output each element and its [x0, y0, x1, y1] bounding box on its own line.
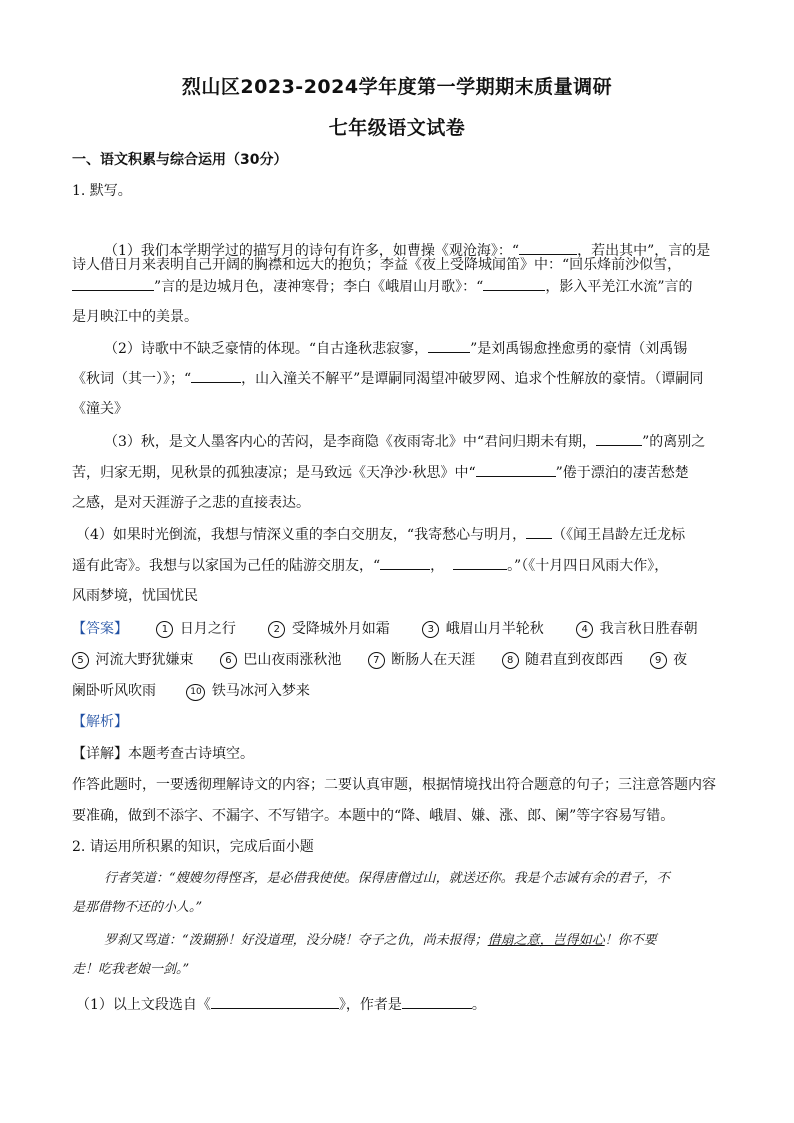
answer-text: 峨眉山月半轮秋: [445, 621, 544, 637]
number-circle: 7: [368, 652, 385, 669]
exam-subtitle: 七年级语文试卷: [328, 117, 466, 139]
q1-part3-line1: [104, 431, 705, 452]
answer-row-2: [72, 650, 697, 670]
q1-part2-line1-text-a: （2）诗歌中不缺乏豪情的体现。“自古逢秋悲寂寥，: [104, 341, 429, 357]
answer-row-1: [72, 619, 708, 639]
number-circle: 9: [650, 652, 667, 669]
answer-item: [502, 650, 623, 670]
number-circle: 8: [502, 652, 519, 669]
answer-label: 【答案】: [72, 621, 128, 637]
number-circle: 3: [422, 621, 439, 638]
answer-text: 受降城外月如霜: [291, 621, 390, 637]
detail-text: 本题考查古诗填空。: [128, 746, 254, 762]
q1-part2-line2-text-a: 《秋词（其一）》；“: [72, 371, 192, 387]
answer-text: 阑卧听风吹雨: [72, 683, 156, 699]
quote-1-line-2: 是那借物不还的小人。”: [72, 900, 203, 915]
answer-item: [576, 619, 697, 639]
q1-part3-line2-text-b: ”倦于漂泊的凄苦愁楚: [555, 465, 689, 481]
answer-blank: [428, 338, 470, 353]
answer-text: 巴山夜雨涨秋池: [243, 652, 342, 668]
number-circle: 2: [268, 621, 285, 638]
answer-blank: [519, 240, 577, 255]
answer-text: 日月之行: [179, 621, 236, 637]
q1-part4-line3: 风雨梦境，忧国忧民: [72, 588, 198, 604]
answer-item: [368, 650, 475, 670]
answer-blank: [380, 555, 430, 570]
number-circle: 6: [220, 652, 237, 669]
q2-sub1-text-c: 。: [471, 997, 486, 1013]
q1-part1-line2: 诗人借日月来表明自己开阔的胸襟和远大的抱负；李益《夜上受降城闻笛》中：“回乐烽前沙似雪，: [72, 257, 682, 273]
answer-text: 我言秋日胜春朝: [599, 621, 698, 637]
answer-blank: [526, 524, 552, 539]
q1-part3-line3: 之感，是对天涯游子之悲的直接表达。: [72, 495, 310, 511]
answer-item: [650, 650, 687, 670]
number-circle: 4: [576, 621, 593, 638]
q1-part4-line2-text-b: ，: [430, 558, 445, 574]
q2-sub1-text-b: 》，作者是: [338, 997, 402, 1013]
q1-part1-line4: 是月映江中的美景。: [72, 309, 198, 325]
explanation-line-2: 要准确，做到不添字、不漏字、不写错字。本题中的“降、峨眉、嫌、涨、郎、阑”等字容易写错。: [72, 808, 675, 824]
answer-row-3: [72, 681, 320, 701]
quote-2-text-b: ！你不要: [604, 933, 657, 948]
answer-text: 断肠人在天涯: [391, 652, 476, 668]
number-circle: 10: [186, 684, 205, 701]
answer-text: 铁马冰河入梦来: [211, 683, 310, 699]
answer-blank: [483, 276, 545, 291]
quote-2-line-1: [104, 931, 657, 951]
quote-2-text-a: 罗刹又骂道：“泼猢狲！好没道理，没分晓！夺子之仇，尚未报得；: [104, 933, 488, 948]
answer-text: 随君直到夜郎西: [525, 652, 624, 668]
number-circle: 1: [156, 621, 173, 638]
quote-1-line-1: 行者笑道：“嫂嫂勿得悭吝，是必借我使使。保得唐僧过山，就送还你。我是个志诚有余的君子，不: [104, 871, 670, 886]
exam-title: 烈山区2023-2024学年度第一学期期末质量调研: [181, 76, 613, 98]
q1-part1-line3-text-a: ”言的是边城月色，凄神寒骨；李白《峨眉山月歌》：“: [154, 279, 484, 295]
detail-label: 【详解】: [72, 746, 128, 762]
q1-part2-line1: [104, 338, 687, 359]
q1-part1-line1-text-a: （1）我们本学期学过的描写月的诗句有许多，如曹操《观沧海》：“: [104, 243, 520, 259]
q1-part2-line2: [72, 368, 703, 389]
q1-part2-line2-text-b: ，山入潼关不解平”是谭嗣同渴望冲破罗网、追求个性解放的豪情。（谭嗣同: [241, 371, 704, 387]
q1-part1-line3: [72, 276, 693, 297]
q1-part4-line1: [76, 524, 685, 545]
answer-blank: [476, 462, 556, 477]
q1-part3-line1-text-a: （3）秋，是文人墨客内心的苦闷，是李商隐《夜雨寄北》中“君问归期未有期，: [104, 434, 597, 450]
book-title-blank: [211, 994, 339, 1009]
q1-part4-line1-text-a: （4）如果时光倒流，我想与情深义重的李白交朋友，“我寄愁心与明月，: [76, 527, 527, 543]
q1-part2-line1-text-b: ”是刘禹锡愈挫愈勇的豪情（刘禹锡: [470, 341, 688, 357]
answer-blank: [596, 431, 642, 446]
answer-item: [156, 619, 235, 639]
answer-item: [268, 619, 389, 639]
answer-item: [72, 650, 193, 670]
answer-item: [186, 681, 309, 701]
answer-item: [220, 650, 341, 670]
q1-part4-line2-text-a: 遥有此寄》。我想与以家国为己任的陆游交朋友，“: [72, 558, 381, 574]
explanation-line-1: 作答此题时，一要透彻理解诗文的内容；二要认真审题，根据情境找出符合题意的句子；三注意答题内容: [72, 777, 716, 793]
analysis-label: 【解析】: [72, 714, 128, 730]
question-2-stem: 2. 请运用所积累的知识，完成后面小题: [72, 839, 314, 855]
q2-sub1-text-a: （1）以上文段选自《: [76, 997, 211, 1013]
answer-text: 河流大野犹嫌束: [95, 652, 194, 668]
answer-blank: [72, 276, 154, 291]
q1-part4-line2: [72, 555, 668, 576]
answer-blank: [191, 368, 241, 383]
question-1-stem: 1. 默写。: [72, 183, 132, 199]
section-heading: 一、语文积累与综合运用（30分）: [72, 152, 288, 168]
author-blank: [402, 994, 472, 1009]
answer-item: [422, 619, 543, 639]
detail-line: [72, 744, 254, 764]
q2-subquestion-1: [76, 994, 486, 1015]
number-circle: 5: [72, 652, 89, 669]
q1-part3-line2-text-a: 苦，归家无期，见秋景的孤独凄凉；是马致远《天净沙·秋思》中“: [72, 465, 476, 481]
underlined-phrase: 借扇之意，岂得如心: [487, 933, 605, 948]
quote-2-line-2: 走！吃我老娘一剑。”: [72, 962, 190, 977]
q1-part2-line3: 《潼关》: [72, 401, 128, 417]
q1-part4-line1-text-b: （《闻王昌龄左迁龙标: [552, 527, 686, 543]
q1-part1-line1-text-b: ，若出其中”，言的是: [577, 243, 711, 259]
answer-blank: [453, 555, 507, 570]
answer-text: 夜: [673, 652, 688, 668]
q1-part1-line3-text-b: ，影入平羌江水流”言的: [545, 279, 693, 295]
answer-item: [72, 681, 156, 701]
q1-part3-line1-text-b: ”的离别之: [642, 434, 706, 450]
q1-part4-line2-text-c: 。”（《十月四日风雨大作》，: [507, 558, 669, 574]
q1-part3-line2: [72, 462, 689, 483]
